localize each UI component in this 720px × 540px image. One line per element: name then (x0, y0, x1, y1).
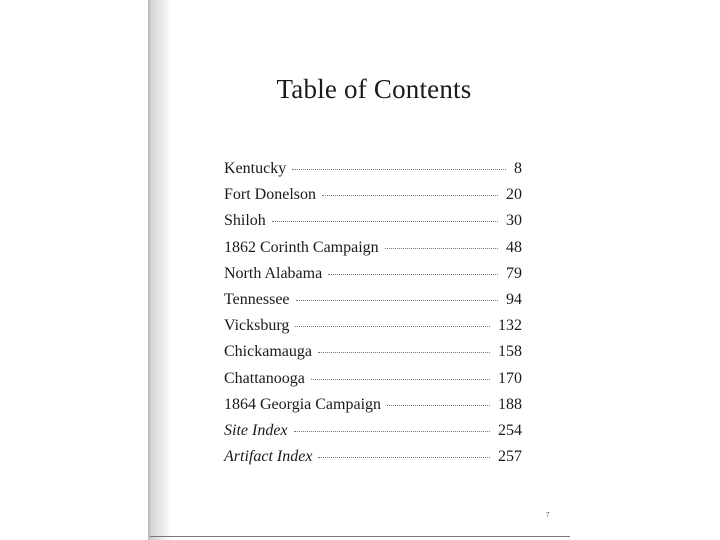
dot-leader (318, 352, 490, 353)
toc-entry-page: 8 (514, 160, 522, 177)
toc-entry-page: 257 (498, 448, 522, 466)
dot-leader (322, 195, 498, 196)
dot-leader (328, 274, 498, 275)
dot-leader (385, 248, 498, 249)
toc-entry (224, 317, 522, 343)
toc-entry-page: 132 (498, 317, 522, 335)
toc-entry (224, 291, 522, 317)
toc-entry (224, 448, 522, 474)
toc-entry-label: Site Index (224, 421, 288, 439)
toc-entry-page: 30 (506, 212, 522, 230)
dot-leader (387, 405, 490, 406)
toc-entry-label: Artifact Index (224, 448, 313, 466)
toc-entry-label: North Alabama (224, 264, 323, 282)
page-title: Table of Contents (276, 74, 472, 104)
toc-entry-label: 1862 Corinth Campaign (224, 238, 379, 256)
dot-leader (294, 431, 490, 432)
toc-entry (224, 160, 522, 186)
toc-entry-page: 48 (506, 238, 522, 256)
toc-entry-label: Chattanooga (224, 369, 305, 387)
toc-entry-page: 79 (506, 264, 522, 282)
page-number: 7 (546, 511, 550, 519)
table-of-contents (224, 160, 522, 474)
toc-entry-page: 254 (498, 421, 522, 439)
dot-leader (318, 457, 490, 458)
toc-entry (224, 422, 522, 448)
toc-entry-page: 170 (498, 369, 522, 387)
dot-leader (272, 221, 498, 222)
toc-entry (224, 343, 522, 369)
dot-leader (296, 300, 498, 301)
toc-entry-label: Shiloh (224, 212, 266, 230)
dot-leader (295, 326, 490, 327)
toc-entry (224, 265, 522, 291)
toc-entry (224, 239, 522, 265)
toc-entry-label: Chickamauga (224, 343, 312, 361)
page-bottom-edge (150, 536, 570, 537)
toc-entry (224, 212, 522, 238)
toc-entry (224, 396, 522, 422)
toc-entry (224, 186, 522, 212)
toc-entry-page: 158 (498, 343, 522, 361)
toc-entry-label: Fort Donelson (224, 186, 316, 204)
dot-leader (311, 379, 490, 380)
toc-entry-label: 1864 Georgia Campaign (224, 395, 382, 413)
toc-entry-page: 94 (506, 290, 522, 308)
toc-entry-page: 20 (506, 186, 522, 204)
toc-entry (224, 370, 522, 396)
toc-entry-label: Vicksburg (224, 317, 290, 335)
toc-entry-page: 188 (498, 395, 522, 413)
dot-leader (292, 169, 506, 170)
toc-entry-label: Kentucky (224, 160, 287, 177)
toc-entry-label: Tennessee (224, 290, 290, 308)
